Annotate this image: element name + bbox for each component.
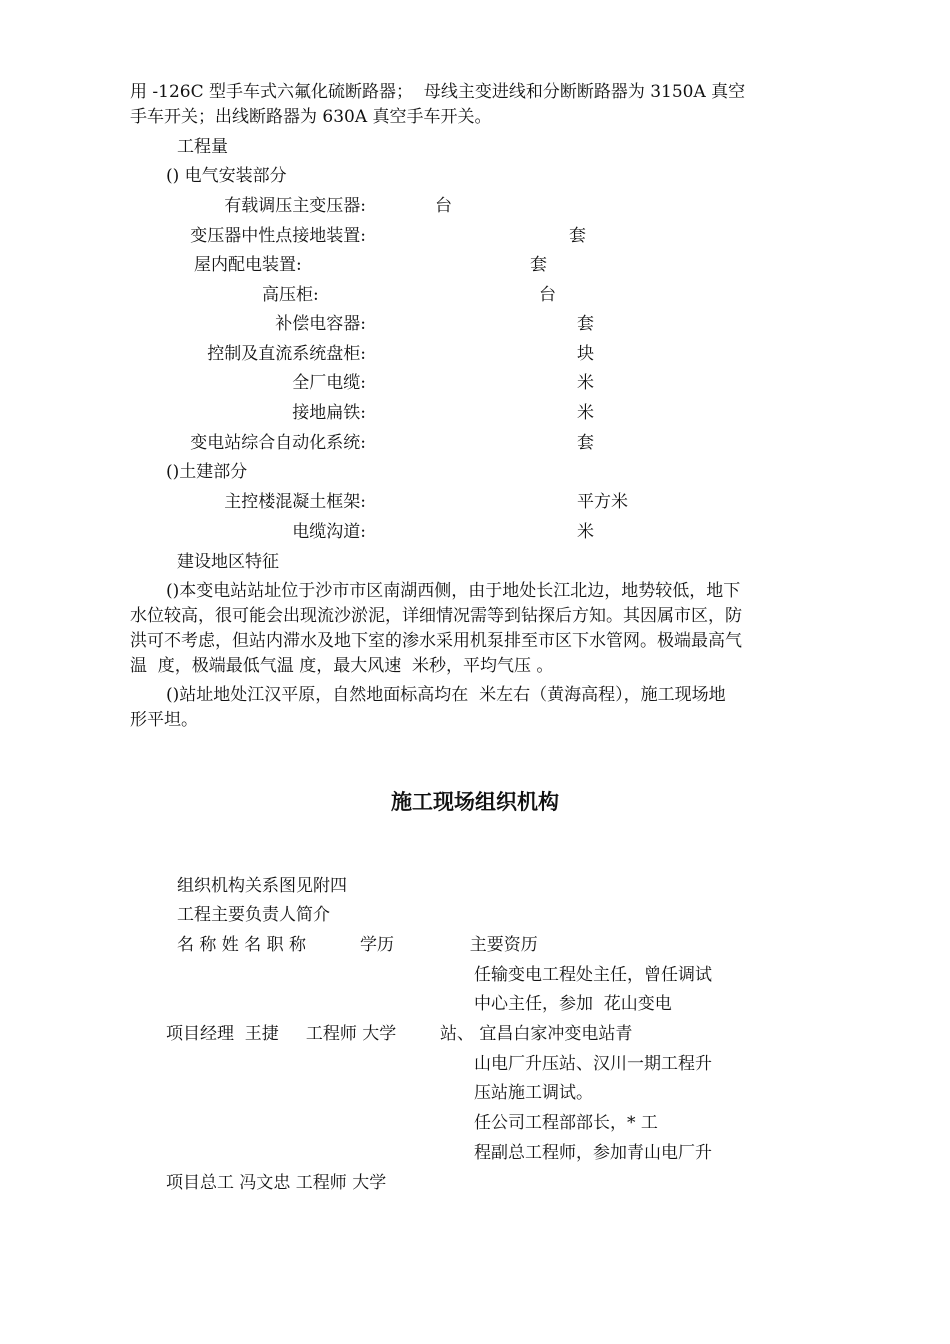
item-unit: 米: [577, 373, 594, 393]
site-paragraph-1-line: 水位较高，很可能会出现流沙淤泥，详细情况需等到钻探后方知。其因属市区，防: [130, 606, 742, 626]
staff-qualification-line: 山电厂升压站、汉川一期工程升: [474, 1054, 712, 1074]
item-label: 接地扁铁:: [292, 403, 366, 423]
item-label: 主控楼混凝土框架:: [224, 492, 366, 512]
staff-row-chief-engineer: 项目总工 冯文忠 工程师 大学: [166, 1173, 387, 1193]
staff-qualification-line: 程副总工程师，参加青山电厂升: [474, 1143, 712, 1163]
section-title: 施工现场组织机构: [391, 790, 559, 814]
item-label: 高压柜:: [262, 285, 319, 305]
site-heading: 建设地区特征: [177, 552, 279, 572]
item-unit: 套: [569, 226, 586, 246]
item-unit: 平方米: [577, 492, 628, 512]
quantities-heading: 工程量: [177, 137, 228, 157]
staff-qualification-line: 任公司工程部部长，* 工: [474, 1113, 658, 1133]
item-label: 补偿电容器:: [275, 314, 366, 334]
intro-line-1: 用 -126C 型手车式六氟化硫断路器； 母线主变进线和分断断路器为 3150A 真空: [130, 82, 746, 102]
item-unit: 台: [435, 196, 452, 216]
intro-line-2: 手车开关；出线断路器为 630A 真空手车开关。: [130, 107, 492, 127]
item-unit: 块: [577, 344, 594, 364]
staff-qualification-line: 中心主任，参加 花山变电: [474, 994, 672, 1014]
item-unit: 套: [577, 433, 594, 453]
item-label: 控制及直流系统盘柜:: [207, 344, 366, 364]
site-paragraph-2-line: 形平坦。: [130, 710, 198, 730]
site-paragraph-1-line: 温 度，极端最低气温 度，最大风速 米秒，平均气压 。: [130, 656, 554, 676]
item-label: 全厂电缆:: [292, 373, 366, 393]
civil-heading: ()土建部分: [166, 462, 248, 482]
item-label: 变压器中性点接地装置:: [190, 226, 366, 246]
item-unit: 套: [577, 314, 594, 334]
org-chart-reference: 组织机构关系图见附四: [177, 876, 347, 896]
staff-heading: 工程主要负责人简介: [177, 905, 330, 925]
item-unit: 台: [539, 285, 556, 305]
electrical-heading: () 电气安装部分: [166, 166, 287, 186]
item-label: 有载调压主变压器:: [224, 196, 366, 216]
item-unit: 米: [577, 403, 594, 423]
item-label: 屋内配电装置:: [194, 255, 302, 275]
item-label: 电缆沟道:: [292, 522, 366, 542]
staff-table-header: 名 称 姓 名 职 称 学历 主要资历: [177, 935, 538, 955]
staff-qualification-line: 任输变电工程处主任，曾任调试: [474, 965, 712, 985]
site-paragraph-1-line: 洪可不考虑，但站内滞水及地下室的渗水采用机泵排至市区下水管网。极端最高气: [130, 631, 742, 651]
item-unit: 米: [577, 522, 594, 542]
staff-qualification-line: 压站施工调试。: [474, 1083, 593, 1103]
staff-row-manager: 项目经理 王捷 工程师 大学: [166, 1024, 397, 1044]
staff-qualification-line: 站、 宜昌白家冲变电站青: [440, 1024, 633, 1044]
site-paragraph-1-line: ()本变电站站址位于沙市市区南湖西侧，由于地处长江北边，地势较低，地下: [166, 581, 741, 601]
item-unit: 套: [530, 255, 547, 275]
site-paragraph-2-line: ()站址地处江汉平原，自然地面标高均在 米左右（黄海高程），施工现场地: [166, 685, 726, 705]
item-label: 变电站综合自动化系统:: [190, 433, 366, 453]
